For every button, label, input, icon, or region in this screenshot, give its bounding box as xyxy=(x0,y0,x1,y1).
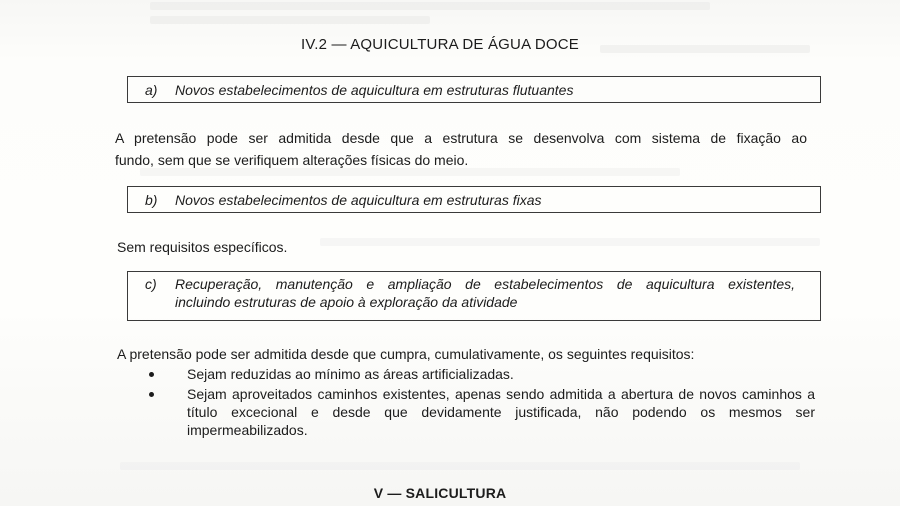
subsection-heading-box xyxy=(127,186,821,213)
section-title: IV.2 — AQUICULTURA DE ÁGUA DOCE xyxy=(301,36,579,53)
subsection-label: b) xyxy=(145,192,158,208)
paragraph: A pretensão pode ser admitida desde que cumpra, cumulativamente, os seguintes requisitos: xyxy=(117,346,695,362)
subsection-label: a) xyxy=(145,82,158,98)
paragraph: Sem requisitos específicos. xyxy=(117,239,288,255)
subsection-heading: Novos estabelecimentos de aquicultura em estruturas flutuantes xyxy=(175,82,574,98)
list-item xyxy=(145,385,815,439)
section-title: V — SALICULTURA xyxy=(373,485,507,501)
subsection-heading: Recuperação, manutenção e ampliação de estabelecimentos de aquicultura existentes, xyxy=(175,276,795,292)
bleed-through-line xyxy=(120,462,800,470)
subsection-heading-box xyxy=(127,76,821,103)
subsection-label: c) xyxy=(145,276,157,292)
subsection-heading: incluindo estruturas de apoio à exploração da atividade xyxy=(175,294,518,310)
requirements-list xyxy=(145,365,815,441)
list-item xyxy=(145,365,815,383)
list-item-text: Sejam reduzidas ao mínimo as áreas artificializadas. xyxy=(187,366,514,382)
list-item-text: Sejam aproveitados caminhos existentes, apenas sendo admitida a abertura de novos caminhos a título excecional e desde que devidamente justificada, não podendo os mesmos ser impermeabilizados. xyxy=(187,386,815,438)
subsection-heading: Novos estabelecimentos de aquicultura em estruturas fixas xyxy=(175,192,542,208)
bleed-through-line xyxy=(150,2,710,10)
paragraph-line: fundo, sem que se verifiquem alterações físicas do meio. xyxy=(115,152,469,168)
bleed-through-line xyxy=(320,238,820,246)
bullet-icon xyxy=(149,392,154,397)
subsection-heading-box xyxy=(127,271,821,321)
paragraph xyxy=(115,127,807,171)
paragraph-line: A pretensão pode ser admitida desde que a estrutura se desenvolva com sistema de fixação ao xyxy=(115,130,807,146)
bleed-through-line xyxy=(150,16,430,24)
bullet-icon xyxy=(149,372,154,377)
